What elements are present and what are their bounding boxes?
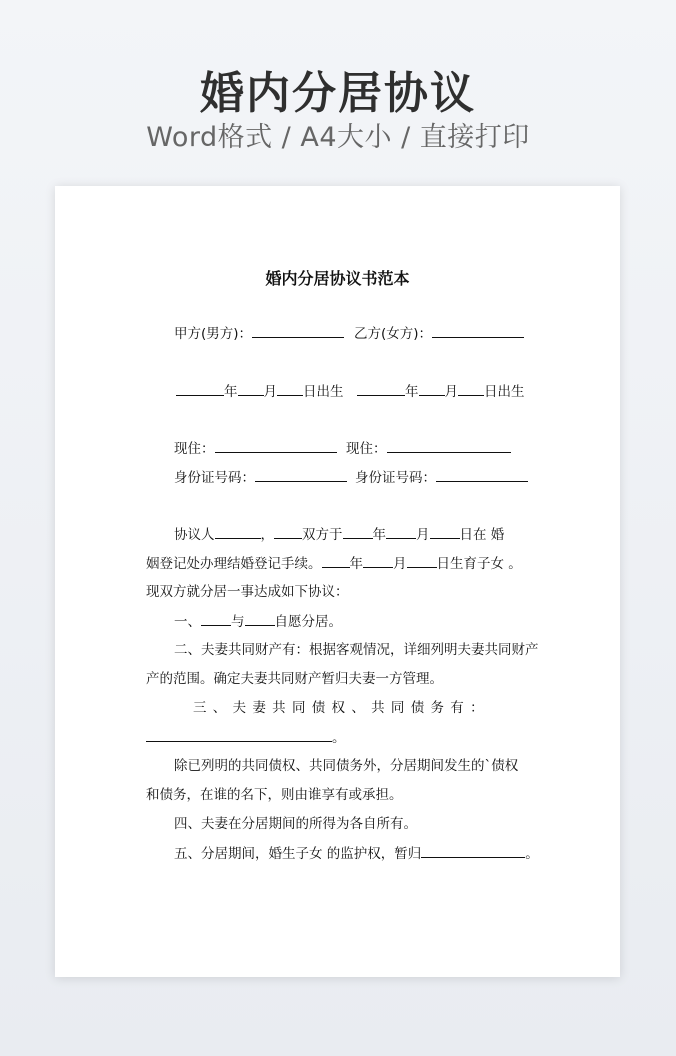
text: 年	[349, 556, 363, 572]
blank	[363, 553, 393, 568]
text: 月	[393, 556, 407, 572]
id-label: 身份证号码：	[355, 470, 436, 486]
id-blank	[436, 467, 528, 482]
agreement-para-line3: 现双方就分居一事达成如下协议：	[146, 584, 349, 600]
item-2-line1: 二、夫妻共同财产有：根据客观情况，详细列明夫妻共同财产	[174, 642, 539, 658]
party-b-address	[346, 438, 511, 459]
address-label: 现住：	[346, 441, 387, 457]
debt-para-line1: 除已列明的共同债权、共同债务外，分居期间发生的`债权	[174, 758, 519, 774]
birth-label: 日出生	[484, 384, 525, 400]
year-label: 年	[405, 384, 419, 400]
item-3-line2	[146, 727, 346, 748]
blank	[322, 553, 350, 568]
text: 协议人	[174, 527, 215, 543]
blank	[201, 611, 231, 626]
item-2-line2: 产的范围。确定夫妻共同财产暂归夫妻一方管理。	[146, 671, 443, 687]
text: 月	[416, 527, 430, 543]
address-label: 现住：	[174, 441, 215, 457]
blank	[343, 524, 373, 539]
party-a-birth	[176, 381, 344, 402]
blank	[386, 524, 416, 539]
blank	[421, 843, 525, 858]
text: 自愿分居。	[274, 614, 342, 630]
blank	[407, 553, 437, 568]
text: 年	[372, 527, 386, 543]
blank	[274, 524, 302, 539]
party-a-address	[174, 438, 337, 459]
text: 五、分居期间，婚生子女 的监护权，暂归	[174, 846, 422, 862]
blank	[215, 524, 261, 539]
month-label: 月	[444, 384, 458, 400]
text: 日生育子女 。	[436, 556, 522, 572]
address-blank	[215, 438, 337, 453]
text: 双方于	[302, 527, 343, 543]
id-blank	[255, 467, 347, 482]
item-1	[174, 611, 342, 632]
address-blank	[387, 438, 511, 453]
agreement-para-line2	[146, 553, 522, 574]
month-label: 月	[263, 384, 277, 400]
blank	[458, 381, 484, 396]
year-label: 年	[224, 384, 238, 400]
id-label: 身份证号码：	[174, 470, 255, 486]
blank	[357, 381, 405, 396]
party-b-label: 乙方(女方)：	[354, 326, 433, 342]
party-a-label: 甲方(男方)：	[174, 326, 253, 342]
text: 。	[525, 846, 539, 862]
text: 姻登记处办理结婚登记手续。	[146, 556, 322, 572]
text: 。	[332, 730, 346, 746]
text: ，	[260, 527, 274, 543]
blank	[430, 524, 460, 539]
blank	[419, 381, 445, 396]
item-4: 四、夫妻在分居期间的所得为各自所有。	[174, 816, 417, 832]
blank	[245, 611, 275, 626]
text: 一、	[174, 614, 201, 630]
blank	[277, 381, 303, 396]
party-a-blank	[252, 323, 344, 338]
party-a-line	[174, 323, 344, 344]
party-b-line	[354, 323, 524, 344]
text: 日在 婚	[459, 527, 505, 543]
document-page	[55, 186, 620, 977]
party-a-id	[174, 467, 347, 488]
party-b-blank	[432, 323, 524, 338]
agreement-para-line1	[174, 524, 504, 545]
blank	[238, 381, 264, 396]
page-subtitle: Word格式 / A4大小 / 直接打印	[146, 122, 530, 153]
birth-label: 日出生	[303, 384, 344, 400]
page-title: 婚内分居协议	[200, 68, 476, 119]
document-title: 婚内分居协议书范本	[265, 269, 410, 288]
text: 与	[231, 614, 245, 630]
party-b-id	[355, 467, 528, 488]
item-5	[174, 843, 539, 864]
blank	[146, 727, 332, 742]
blank	[176, 381, 224, 396]
debt-para-line2: 和债务，在谁的名下，则由谁享有或承担。	[146, 787, 403, 803]
item-3-line1: 三 、 夫 妻 共 同 债 权 、 共 同 债 务 有 ：	[193, 700, 485, 716]
party-b-birth	[357, 381, 525, 402]
